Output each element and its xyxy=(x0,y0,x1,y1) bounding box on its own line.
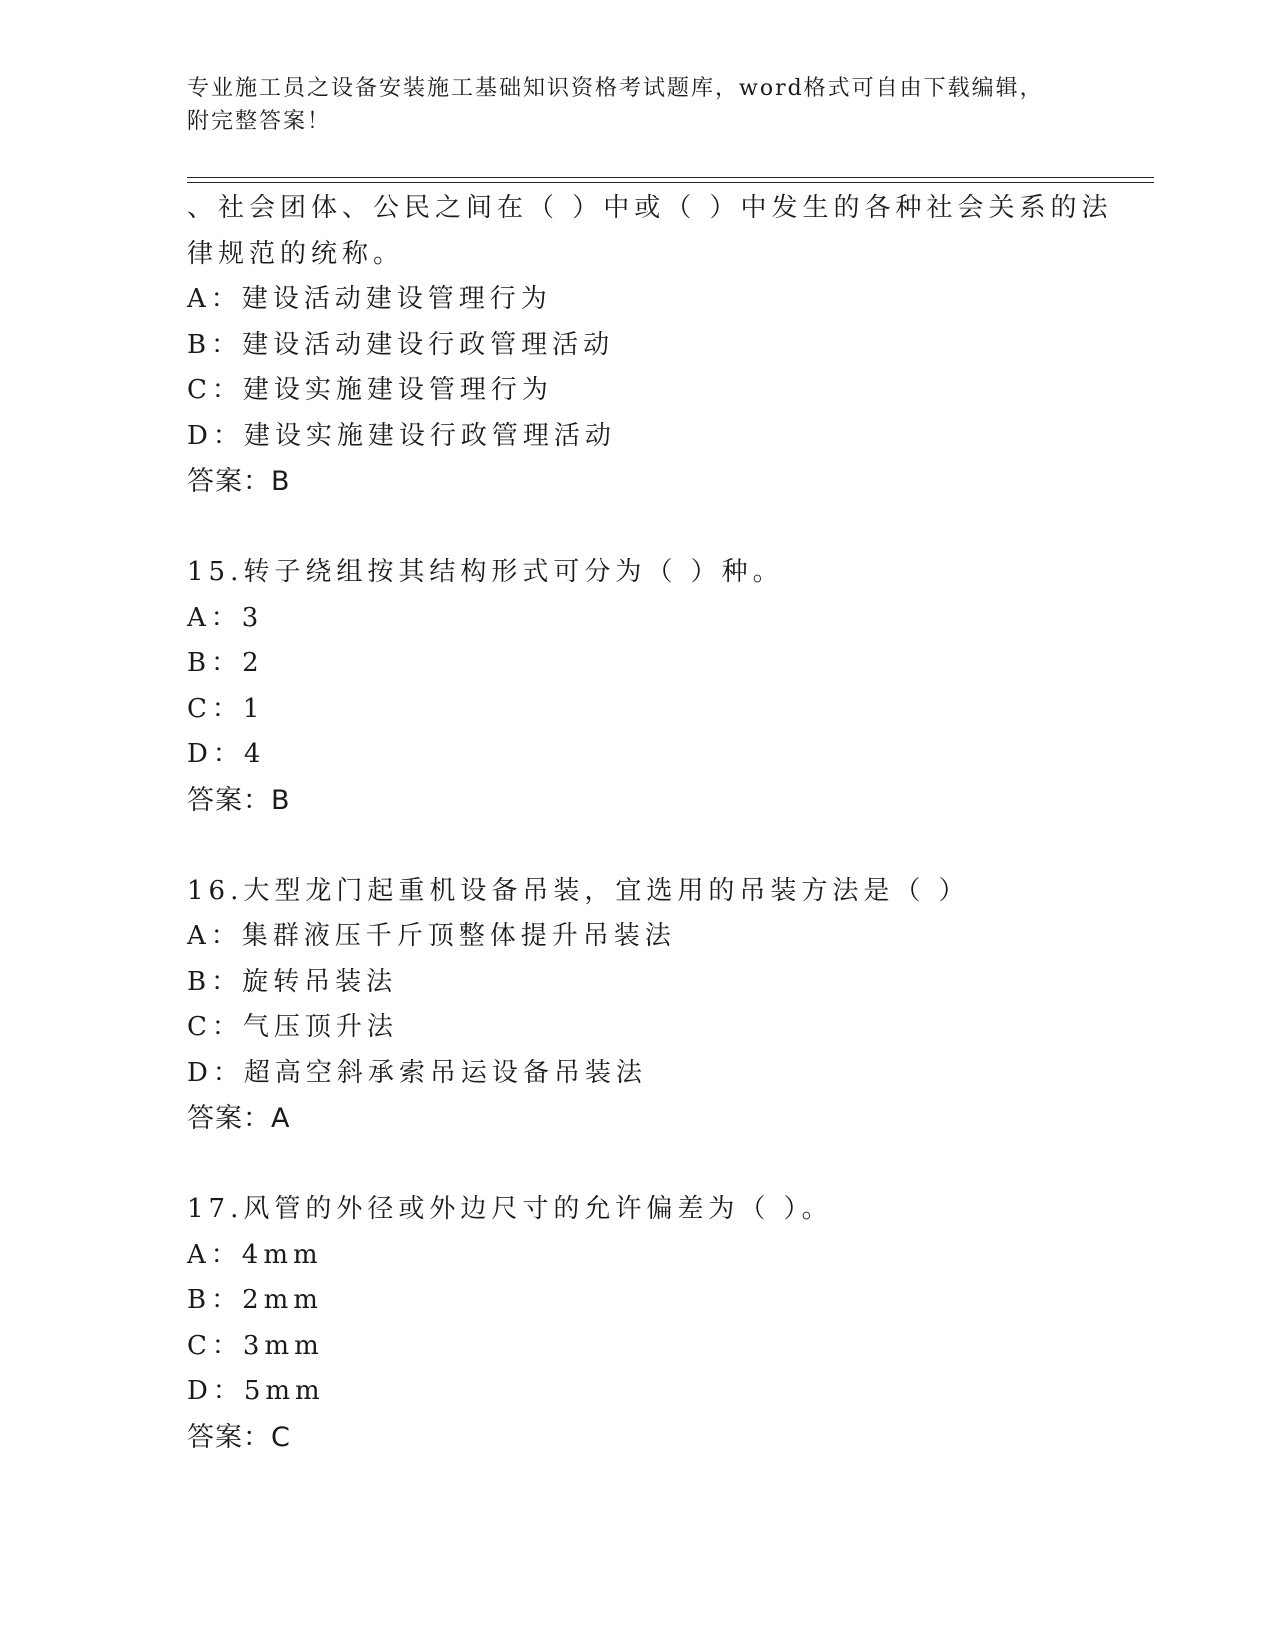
option-d: D：建设实施建设行政管理活动 xyxy=(187,420,616,451)
option-d: D：5mm xyxy=(187,1376,325,1406)
question-text: 17.风管的外径或外边尺寸的允许偏差为（ ）。 xyxy=(187,1194,833,1224)
header-line-1: 专业施工员之设备安装施工基础知识资格考试题库，word格式可自由下载编辑， xyxy=(187,76,1044,101)
option-b: B：建设活动建设行政管理活动 xyxy=(187,329,615,360)
option-b: B：2 xyxy=(187,648,264,678)
answer-line: 答案：B xyxy=(187,784,291,816)
question-text: 16.大型龙门起重机设备吊装，宜选用的吊装方法是（ ） xyxy=(187,875,970,906)
spacer xyxy=(187,505,1087,551)
option-a: A：4mm xyxy=(187,1239,323,1270)
question-list xyxy=(187,186,1113,1460)
option-b: B：旋转吊装法 xyxy=(187,966,398,997)
option-a: A：集群液压千斤顶整体提升吊装法 xyxy=(187,921,676,951)
option-b: B：2mm xyxy=(187,1285,323,1315)
answer-line: 答案：C xyxy=(187,1421,291,1453)
question-text: 律规范的统称。 xyxy=(187,238,405,269)
option-a: A：建设活动建设管理行为 xyxy=(187,284,552,314)
answer-line: 答案：B xyxy=(187,466,291,497)
spacer xyxy=(187,1142,1087,1188)
spacer xyxy=(187,823,1087,869)
option-a: A：3 xyxy=(187,602,264,633)
question-text: 、社会团体、公民之间在（ ）中或（ ）中发生的各种社会关系的法 xyxy=(187,193,1113,223)
question-block-continued xyxy=(187,186,1113,505)
header-divider-bottom xyxy=(187,182,1154,183)
question-block-15 xyxy=(187,550,1087,823)
option-c: C：建设实施建设管理行为 xyxy=(187,375,553,405)
option-d: D：超高空斜承索吊运设备吊装法 xyxy=(187,1057,647,1088)
option-d: D：4 xyxy=(187,739,266,769)
answer-line: 答案：A xyxy=(187,1103,291,1134)
question-block-16 xyxy=(187,869,1087,1142)
document-header xyxy=(187,72,1067,138)
option-c: C：气压顶升法 xyxy=(187,1012,398,1042)
option-c: C：3mm xyxy=(187,1330,324,1361)
question-text: 15.转子绕组按其结构形式可分为（ ）种。 xyxy=(187,557,784,587)
question-block-17 xyxy=(187,1187,1087,1460)
header-divider-top xyxy=(187,177,1154,178)
header-line-2: 附完整答案！ xyxy=(187,109,332,134)
option-c: C：1 xyxy=(187,693,265,724)
